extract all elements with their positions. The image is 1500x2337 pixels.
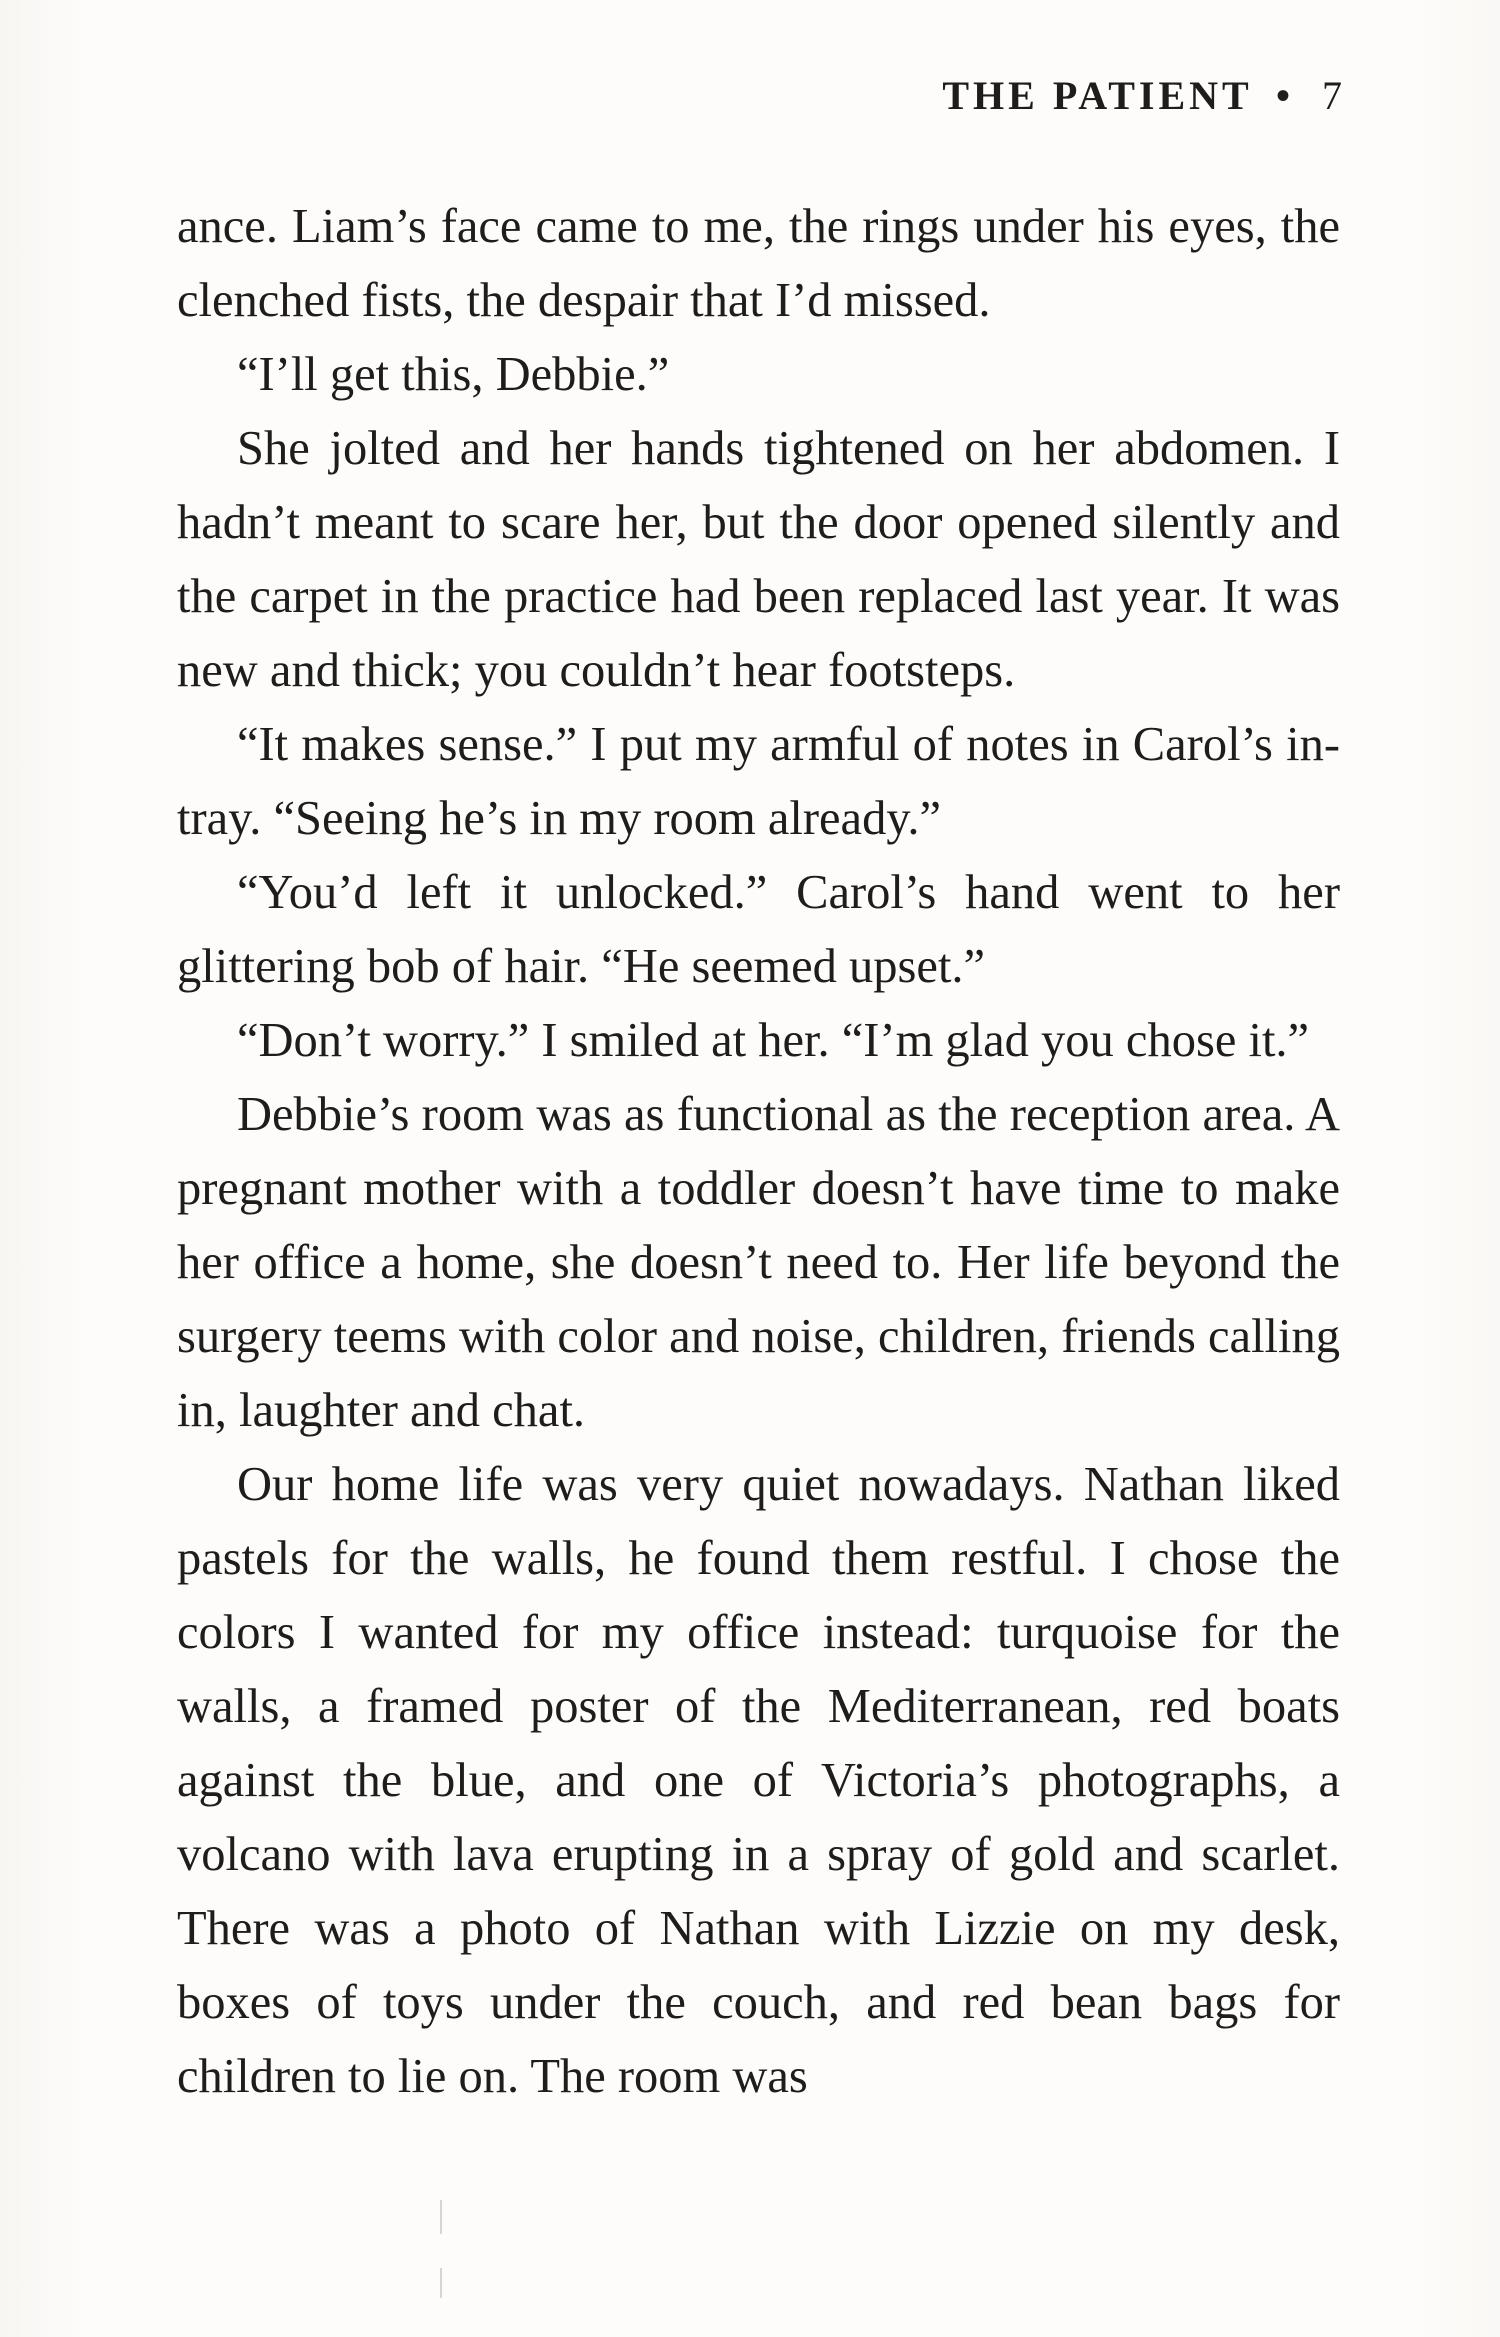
paragraph-dialogue-ill-get-this: “I’ll get this, Debbie.” bbox=[237, 348, 670, 401]
show-through-mark bbox=[440, 2268, 442, 2298]
paragraph-our-home-life: Our home life was very quiet nowadays. Nathan liked pastels for the walls, he found them restful. I chose the colors I wanted for my office instead: turquoise for the walls, a framed poster of the Mediterranean, red boats against the blue, and one of Victoria’s photographs, a volcano with lava erupting in a spray of gold and scarlet. There was a photo of Nathan with Lizzie on my desk, boxes of toys under the couch, and red bean bags for children to lie on. The room was bbox=[177, 1458, 1340, 2103]
paragraph-dont-worry: “Don’t worry.” I smiled at her. “I’m glad you chose it.” bbox=[237, 1014, 1310, 1067]
paragraph-she-jolted: She jolted and her hands tightened on her abdomen. I hadn’t meant to scare her, but the door opened silently and the carpet in the practice had been replaced last year. It was new and thick; you couldn’t hear footsteps. bbox=[177, 422, 1340, 697]
running-head-title: THE PATIENT bbox=[942, 73, 1252, 118]
page-number: 7 bbox=[1322, 73, 1342, 118]
running-head bbox=[942, 68, 1342, 124]
paragraph-debbies-room: Debbie’s room was as functional as the reception area. A pregnant mother with a toddler doesn’t have time to make her office a home, she doesn’t need to. Her life beyond the surgery teems with color and noise, children, friends calling in, laughter and chat. bbox=[177, 1088, 1340, 1437]
paragraph-continuation: ance. Liam’s face came to me, the rings under his eyes, the clenched fists, the despair that I’d missed. bbox=[177, 200, 1340, 327]
paragraph-it-makes-sense: “It makes sense.” I put my armful of notes in Carol’s in-tray. “Seeing he’s in my room already.” bbox=[177, 718, 1340, 845]
body-text bbox=[177, 190, 1340, 2114]
show-through-mark bbox=[440, 2200, 442, 2234]
running-head-separator: • bbox=[1275, 73, 1294, 118]
paragraph-youd-left-it: “You’d left it unlocked.” Carol’s hand went to her glittering bob of hair. “He seemed upset.” bbox=[177, 866, 1340, 993]
